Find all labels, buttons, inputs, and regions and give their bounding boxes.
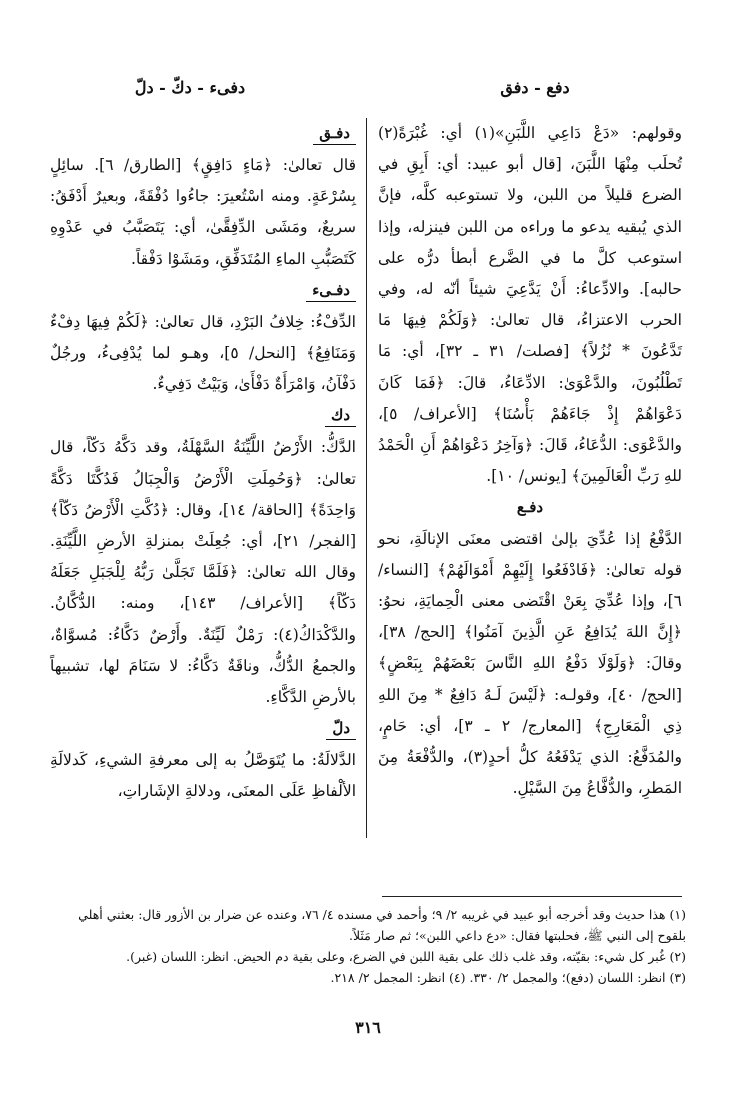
entry-body: قال تعالىٰ: ﴿مَاءٍ دَافِقٍ﴾ [الطارق/ ٦]. سائِلٍ بِسُرْعَةٍ. ومنه اسْتُعيرَ: جاءُوا دُفْقَةً، وبعيرٌ أَدْفَقُ: سريعٌ، ومَشَى الدِّفِقَّىٰ، أي: يَتَصَبَّبُ في عَدْوِهِ كَتَصَبُّبِ الماءِ المُتَدَفِّقِ، ومَشَوْا دَفْقاً. <box>50 156 356 268</box>
footnote-rule <box>382 896 682 897</box>
entry-heading-text: دفـق <box>313 122 356 145</box>
entry-body: الدَّفْعُ إذا عُدِّيَ بإلىٰ اقتضى معنَى الإنالَةِ، نحو قوله تعالىٰ: ﴿فَادْفَعُوا إِلَيْهِمْ أَمْوَالَهُمْ﴾ [النساء/ ٦]، وإذا عُدِّيَ بِعَنْ اقْتَضى معنى الْحِمايَةِ، نحوُ: ﴿إِنَّ اللهَ يُدَافِعُ عَنِ الَّذِينَ آمَنُوا﴾ [الحج/ ٣٨]، وقالَ: ﴿وَلَوْلَا دَفْعُ اللهِ النَّاسَ بَعْضَهُمْ بِبَعْضٍ﴾ [الحج/ ٤٠]، وقولـه: ﴿لَيْسَ لَـهُ دَافِعٌ * مِنَ اللهِ ذِي الْمَعَارِجِ﴾ [المعارج/ ٢ ـ ٣]، أي: حَامٍ، والمُدَفَّعُ: الذي يَدْفَعُهُ كلُّ أحدٍ(٣)، والدُّفْعَةُ مِنَ المَطرِ، والدُّفَّاعُ مِنَ السَّيْلِ. <box>378 529 682 798</box>
entry-heading <box>50 713 356 745</box>
entry-heading-text: دفـىء <box>306 279 356 302</box>
entry-body: الدَّكُّ: الأَرْضُ اللَّيِّنَةُ السَّهْلَةُ، وقد دَكَّهُ دَكّاً، قال تعالىٰ: ﴿وَحُمِلَتِ الْأَرْضُ وَالْجِبَالُ فَدُكَّتَا دَكَّةً وَاحِدَةً﴾ [الحاقة/ ١٤]، وقال: ﴿دُكَّتِ الْأَرْضُ دَكّاً﴾ [الفجر/ ٢١]، أي: جُعِلَتْ بمنزلةِ الأرضِ اللَّيِّنَةِ. وقال الله تعالىٰ: ﴿فَلَمَّا تَجَلَّىٰ رَبُّهُ لِلْجَبَلِ جَعَلَهُ دَكّاً﴾ [الأعراف/ ١٤٣]، ومنه: الدُّكَّانُ. والدَّكْدَاكُ(٤): رَمْلٌ لَيِّنَةٌ. وأَرْضٌ دَكَّاءُ: مُسوَّاةٌ، والجمعُ الدُّكُّ، وناقَةٌ دَكَّاءُ: لا سَنَامَ لها، تشبيهاً بالأرضِ الدَّكَّاءِ. <box>50 438 357 707</box>
running-header-left: دفىء - دكّ - دلّ <box>134 78 246 97</box>
entry-heading-text: دلّ <box>326 717 356 740</box>
entry-body: وقولهم: «دَعْ دَاعِي اللَّبَنِ»(١) أي: غُبْرَةً(٢) تُحلَب مِنْهَا اللَّبَنَ، [قال أبو عبيد: أي: أَبِقِ في الضرع قليلاً من اللبن، ولا تستوعبه كلَّه، فإنَّ الذي يُبقيه يدعو ما وراءه من اللبن فينزله، وإذا استوعب كلَّ ما في الضَّرع أبطأ درُّه على حالبه]. والادِّعاءُ: أَنْ يَدَّعِيَ شيئاً أنّه له، وفي الحرب الاعتزاءُ، قال تعالىٰ: ﴿وَلَكُمْ فِيهَا مَا تَدَّعُونَ * نُزُلاً﴾ [فصلت/ ٣١ ـ ٣٢]، أي: مَا تَطْلُبُونَ، والدَّعْوَىٰ: الادِّعَاءُ، قالَ: ﴿فَمَا كَانَ دَعْوَاهُمْ إِذْ جَاءَهُمْ بَأْسُنَا﴾ [الأعراف/ ٥]، والدَّعْوَى: الدُّعَاءُ، قَالَ: ﴿وَآخِرُ دَعْوَاهُمْ أَنِ الْحَمْدُ للهِ رَبِّ الْعَالَمِينَ﴾ [يونس/ ١٠]. <box>378 124 682 486</box>
entry-heading <box>50 275 356 307</box>
right-column <box>378 118 682 804</box>
entry-heading <box>378 492 682 523</box>
entry-body: الدِّفْءُ: خِلافُ البَرْدِ، قال تعالىٰ: ﴿لَكُمْ فِيهَا دِفْءٌ وَمَنَافِعُ﴾ [النحل/ ٥]، وهـو لما يُدْفِىءُ، ورجُلٌ دَفْآنُ، وَامْرَأَةٌ دَفْأَىٰ، وَبَيْتٌ دَفِيءٌ. <box>50 312 356 394</box>
footnote: (٢) غُبر كل شيء: بقيّته، وقد غلب ذلك على بقية اللبن في الضرع، وعلى بقية دم الحيض. انظر: اللسان (غبر). <box>126 949 686 964</box>
left-column <box>50 118 356 808</box>
footnote: (٣) انظر: اللسان (دفع)؛ والمجمل ٢/ ٣٣٠. (٤) انظر: المجمل ٢/ ٢١٨. <box>330 970 686 985</box>
footnotes <box>60 904 686 988</box>
entry-heading-text: دك <box>325 404 356 427</box>
column-divider <box>366 118 367 838</box>
running-header-right: دفع - دفق <box>500 78 570 97</box>
entry-heading-text: دفـع <box>516 498 544 517</box>
page-number: ٣١٦ <box>355 1018 381 1037</box>
entry-body: الدَّلالَةُ: ما يُتَوَصَّلُ به إلى معرفةِ الشيءِ، كَدلالَةِ الألْفاظِ عَلَى المعنَى، ودلالةِ الإشَاراتِ، <box>50 751 356 801</box>
entry-heading <box>50 400 356 432</box>
entry-heading <box>50 118 356 150</box>
footnote: (١) هذا حديث وقد أخرجه أبو عبيد في غريبه ٢/ ٩؛ وأحمد في مسنده ٤/ ٧٦، وعنده عن ضرار بن الأزور قال: بعثني أهلي بلقوح إلى النبي ﷺ، فحلبتها فقال: «دع داعي اللبن»؛ ثم صار مَثَلاً. <box>78 907 686 943</box>
